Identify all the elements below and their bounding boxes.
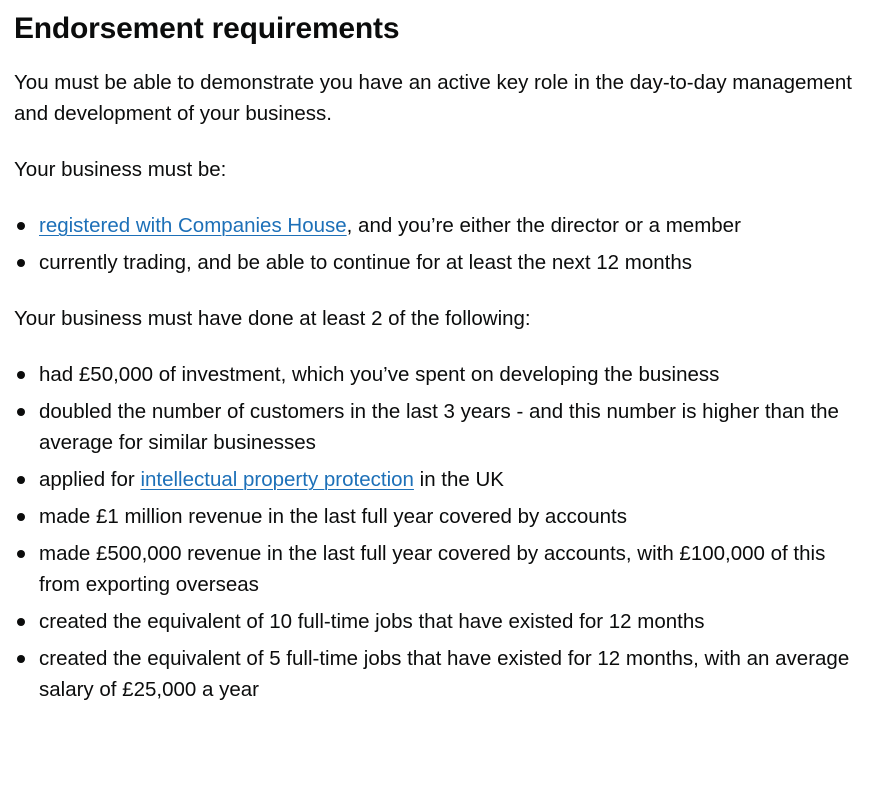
list-item-text: in the UK	[413, 468, 504, 491]
bullet-icon	[17, 222, 25, 230]
list-item-text: made £500,000 revenue in the last full year covered by accounts, with £100,000 of this from exporting overseas	[39, 542, 826, 596]
list-item	[14, 210, 861, 241]
bullet-icon	[17, 618, 25, 626]
business-must-be-list	[14, 210, 861, 278]
intro-paragraph: You must be able to demonstrate you have an active key role in the day-to-day management and development of your business.	[14, 71, 852, 125]
list-item	[14, 606, 861, 637]
bullet-icon	[17, 513, 25, 521]
list-item-text: created the equivalent of 10 full-time jobs that have existed for 12 months	[39, 610, 705, 633]
intellectual-property-link[interactable]: intellectual property protection	[140, 468, 414, 491]
must-have-done-lead: Your business must have done at least 2 of the following:	[14, 307, 531, 330]
list-item	[14, 396, 861, 458]
main-content	[0, 11, 875, 705]
business-must-be-lead: Your business must be:	[14, 158, 227, 181]
list-item	[14, 464, 861, 495]
list-item	[14, 538, 861, 600]
page-heading: Endorsement requirements	[14, 12, 400, 45]
must-have-done-list	[14, 359, 861, 705]
list-item	[14, 643, 861, 705]
list-item	[14, 247, 861, 278]
list-item-text: had £50,000 of investment, which you’ve spent on developing the business	[39, 363, 720, 386]
bullet-icon	[17, 476, 25, 484]
bullet-icon	[17, 371, 25, 379]
list-item-text: doubled the number of customers in the last 3 years - and this number is higher than the average for similar businesses	[39, 400, 839, 454]
bullet-icon	[17, 550, 25, 558]
list-item-text: applied for	[39, 468, 141, 491]
list-item-text: made £1 million revenue in the last full year covered by accounts	[39, 505, 627, 528]
list-item-text: , and you’re either the director or a member	[346, 214, 741, 237]
list-item-text: created the equivalent of 5 full-time jobs that have existed for 12 months, with an average salary of £25,000 a year	[39, 647, 850, 701]
bullet-icon	[17, 259, 25, 267]
companies-house-link[interactable]: registered with Companies House	[39, 214, 347, 237]
bullet-icon	[17, 655, 25, 663]
list-item	[14, 359, 861, 390]
bullet-icon	[17, 408, 25, 416]
list-item-text: currently trading, and be able to continue for at least the next 12 months	[39, 251, 692, 274]
list-item	[14, 501, 861, 532]
